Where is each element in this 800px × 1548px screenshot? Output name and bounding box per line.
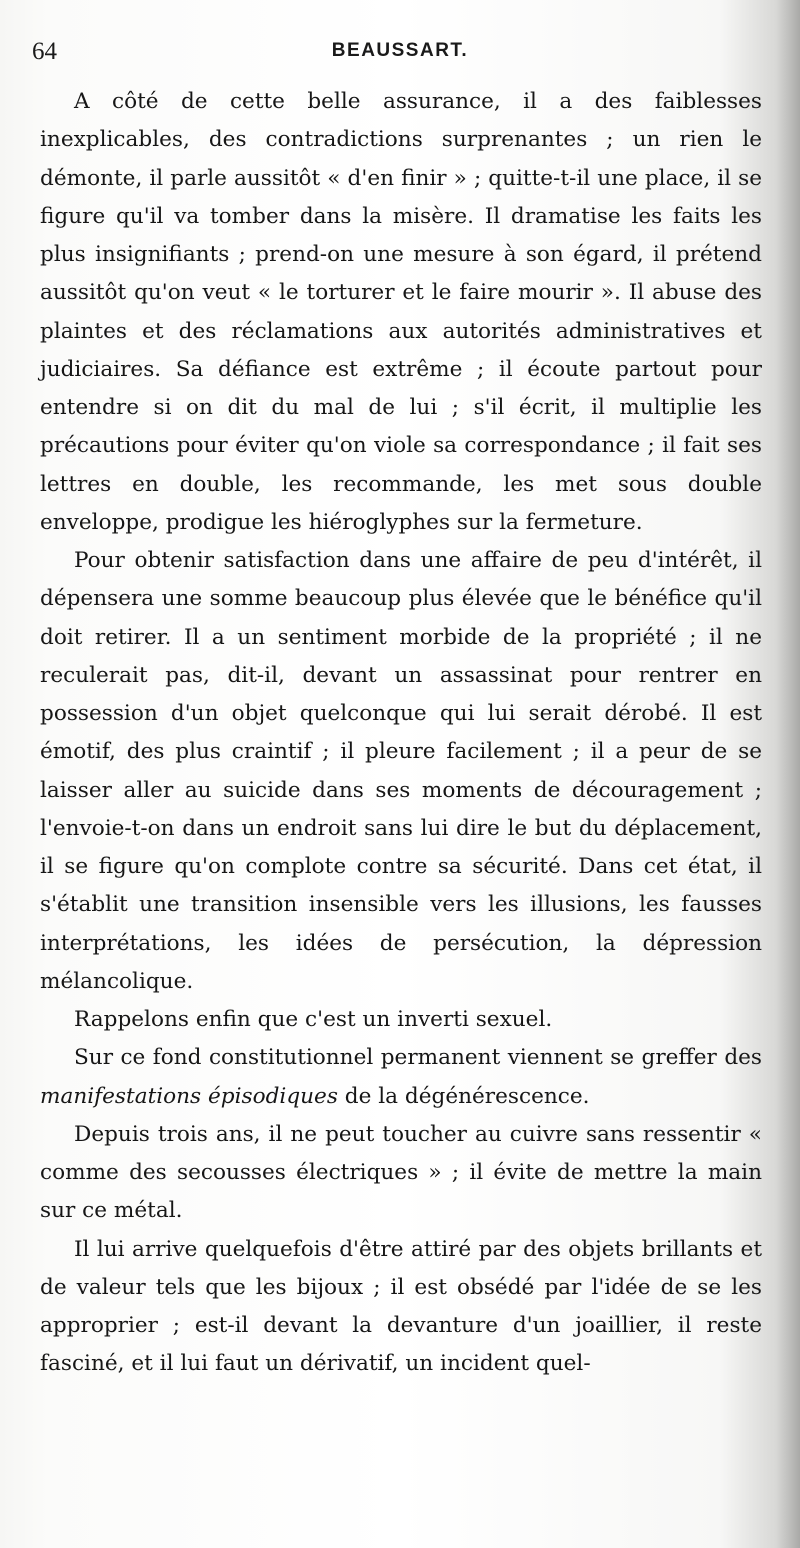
running-head: BEAUSSART. (331, 40, 469, 61)
paragraph-inverti: Rappelons enfin que c'est un inverti sexuel. (74, 1007, 553, 1032)
paragraph-cuivre: Depuis trois ans, il ne peut toucher au cuivre sans ressentir « comme des secousses électriques » ; il évite de mettre la main sur ce métal. (40, 1121, 762, 1224)
paragraph-assurance: A côté de cette belle assurance, il a des faiblesses inexplicables, des contradictions surprenantes ; un rien le démonte, il parle aussitôt « d'en finir » ; quitte-t-il une place, il se figure qu'il va tomber dans la misère. Il dramatise les faits les plus insignifiants ; prend-on une mesure à son égard, il prétend aussitôt qu'on veut « le torturer et le faire mourir ». Il abuse des plaintes et des réclamations aux autorités administratives et judiciaires. Sa défiance est extrême ; il écoute partout pour entendre si on dit du mal de lui ; s'il écrit, il multiplie les précautions pour éviter qu'on viole sa correspondance ; il fait ses lettres en double, les recommande, les met sous double enveloppe, prodigue les hiéroglyphes sur la fermeture. (40, 89, 762, 535)
paragraph-bijoux: Il lui arrive quelquefois d'être attiré par des objets brillants et de valeur tels que les bijoux ; il est obsédé par l'idée de se les approprier ; est-il devant la devanture d'un joaillier, il reste fasciné, et il lui faut un dérivatif, un incident quel- (40, 1236, 762, 1377)
italic-emphasis: manifestations épisodiques (40, 1083, 338, 1109)
paragraph-fond-constitutionnel (40, 1039, 762, 1116)
paragraph-satisfaction: Pour obtenir satisfaction dans une affaire de peu d'intérêt, il dépensera une somme beaucoup plus élevée que le bénéfice qu'il doit retirer. Il a un sentiment morbide de la propriété ; il ne reculerait pas, dit-il, devant un assassinat pour rentrer en possession d'un objet quelconque qui lui serait dérobé. Il est émotif, des plus craintif ; il pleure facilement ; il a peur de se laisser aller au suicide dans ses moments de découragement ; l'envoie-t-on dans un endroit sans lui dire le but du déplacement, il se figure qu'on complote contre sa sécurité. Dans cet état, il s'établit une transition insensible vers les illusions, les fausses interprétations, les idées de persécution, la dépression mélancolique. (40, 548, 762, 994)
paragraph-text-after: de la dégénérescence. (337, 1083, 590, 1109)
paragraph-text-before: Sur ce fond constitutionnel permanent viennent se greffer des (74, 1045, 762, 1071)
page-number: 64 (32, 38, 57, 65)
body-text (40, 83, 762, 1384)
